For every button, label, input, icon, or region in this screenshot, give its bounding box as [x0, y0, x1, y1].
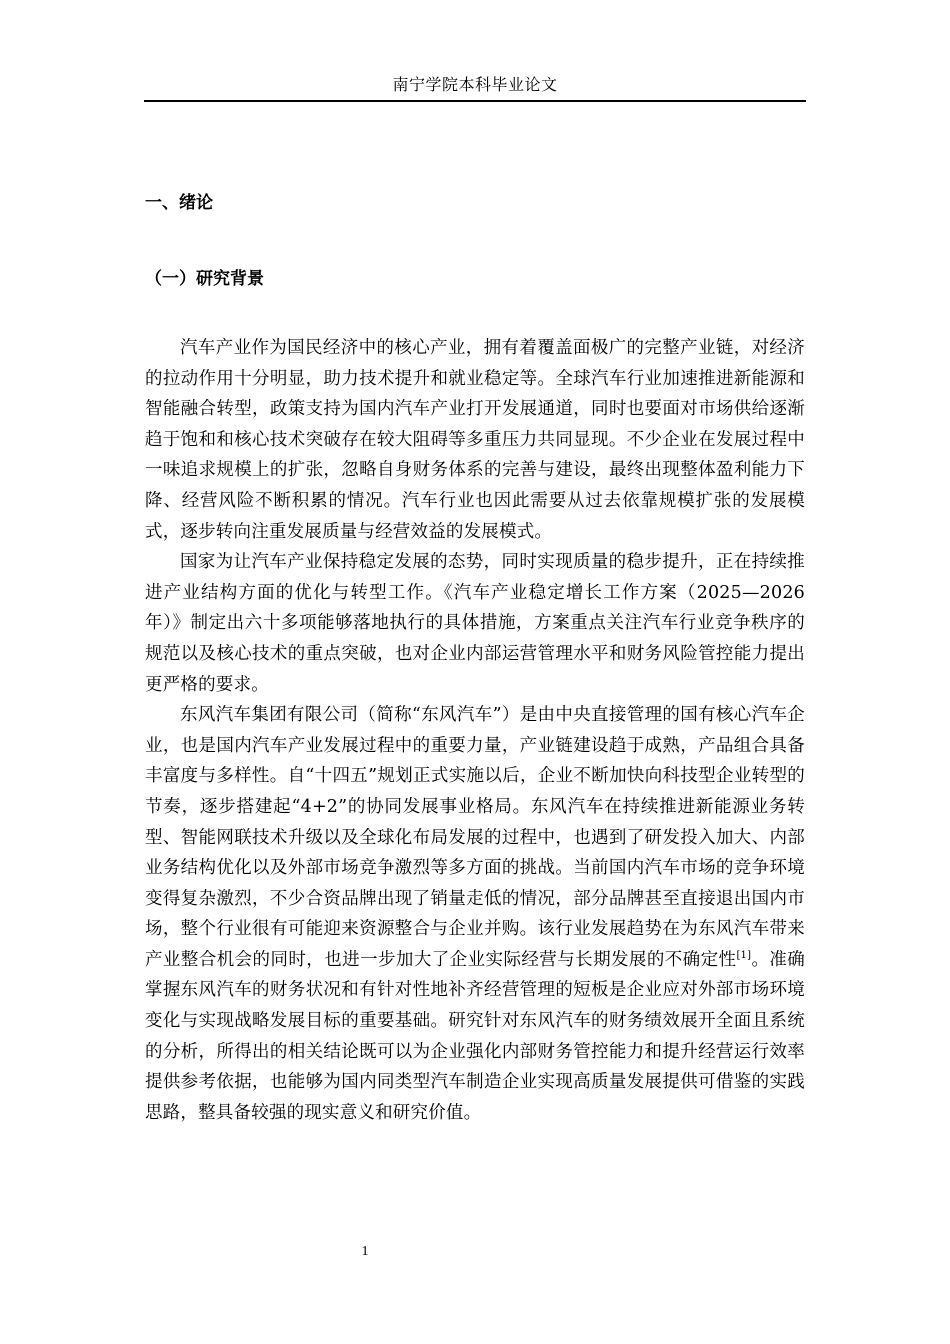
paragraph-3: [145, 700, 805, 1128]
section-heading: 一、绪论: [145, 193, 213, 213]
paragraph-2: 国家为让汽车产业保持稳定发展的态势，同时实现质量的稳步提升，正在持续推进产业结构方面的优化与转型工作。《汽车产业稳定增长工作方案（2025—2026年）》制定出六十多项能够落地执行的具体措施，方案重点关注汽车行业竞争秩序的规范以及核心技术的重点突破，也对企业内部运营管理水平和财务风险管控能力提出更严格的要求。: [145, 552, 805, 695]
paragraph-1: 汽车产业作为国民经济中的核心产业，拥有着覆盖面极广的完整产业链，对经济的拉动作用十分明显，助力技术提升和就业稳定等。全球汽车行业加速推进新能源和智能融合转型，政策支持为国内汽车产业打开发展通道，同时也要面对市场供给逐渐趋于饱和和核心技术突破存在较大阻碍等多重压力共同显现。不少企业在发展过程中一味追求规模上的扩张，忽略自身财务体系的完善与建设，最终出现整体盈利能力下降、经营风险不断积累的情况。汽车行业也因此需要从过去依靠规模扩张的发展模式，逐步转向注重发展质量与经营效益的发展模式。: [145, 338, 805, 542]
paragraph-3-text-a: 东风汽车集团有限公司（简称“东风汽车”）是由中央直接管理的国有核心汽车企业，也是国内汽车产业发展过程中的重要力量，产业链建设趋于成熟，产品组合具备丰富度与多样性。自“十四五”规划正式实施以后，企业不断加快向科技型企业转型的节奏，逐步搭建起“4+2”的协同发展事业格局。东风汽车在持续推进新能源业务转型、智能网联技术升级以及全球化布局发展的过程中，也遇到了研发投入加大、内部业务结构优化以及外部市场竞争激烈等多方面的挑战。当前国内汽车市场的竞争环境变得复杂激烈，不少合资品牌出现了销量走低的情况，部分品牌甚至直接退出国内市场，整个行业很有可能迎来资源整合与企业并购。该行业发展趋势在为东风汽车带来产业整合机会的同时，也进一步加大了企业实际经营与长期发展的不确定性: [145, 705, 805, 970]
page-header-title: 南宁学院本科毕业论文: [392, 75, 558, 94]
header-divider: [144, 100, 806, 102]
paragraph-3-text-b: 。准确掌握东风汽车的财务状况和有针对性地补齐经营管理的短板是企业应对外部市场环境变化与实现战略发展目标的重要基础。研究针对东风汽车的财务绩效展开全面且系统的分析，所得出的相关结论既可以为企业强化内部财务管控能力和提升经营运行效率提供参考依据，也能够为国内同类型汽车制造企业实现高质量发展提供可借鉴的实践思路，整具备较强的现实意义和研究价值。: [145, 949, 805, 1123]
body-text: [145, 333, 805, 1128]
subsection-heading: （一）研究背景: [145, 269, 264, 289]
page-number: 1: [361, 1244, 369, 1259]
citation-marker: [1]: [736, 950, 752, 962]
